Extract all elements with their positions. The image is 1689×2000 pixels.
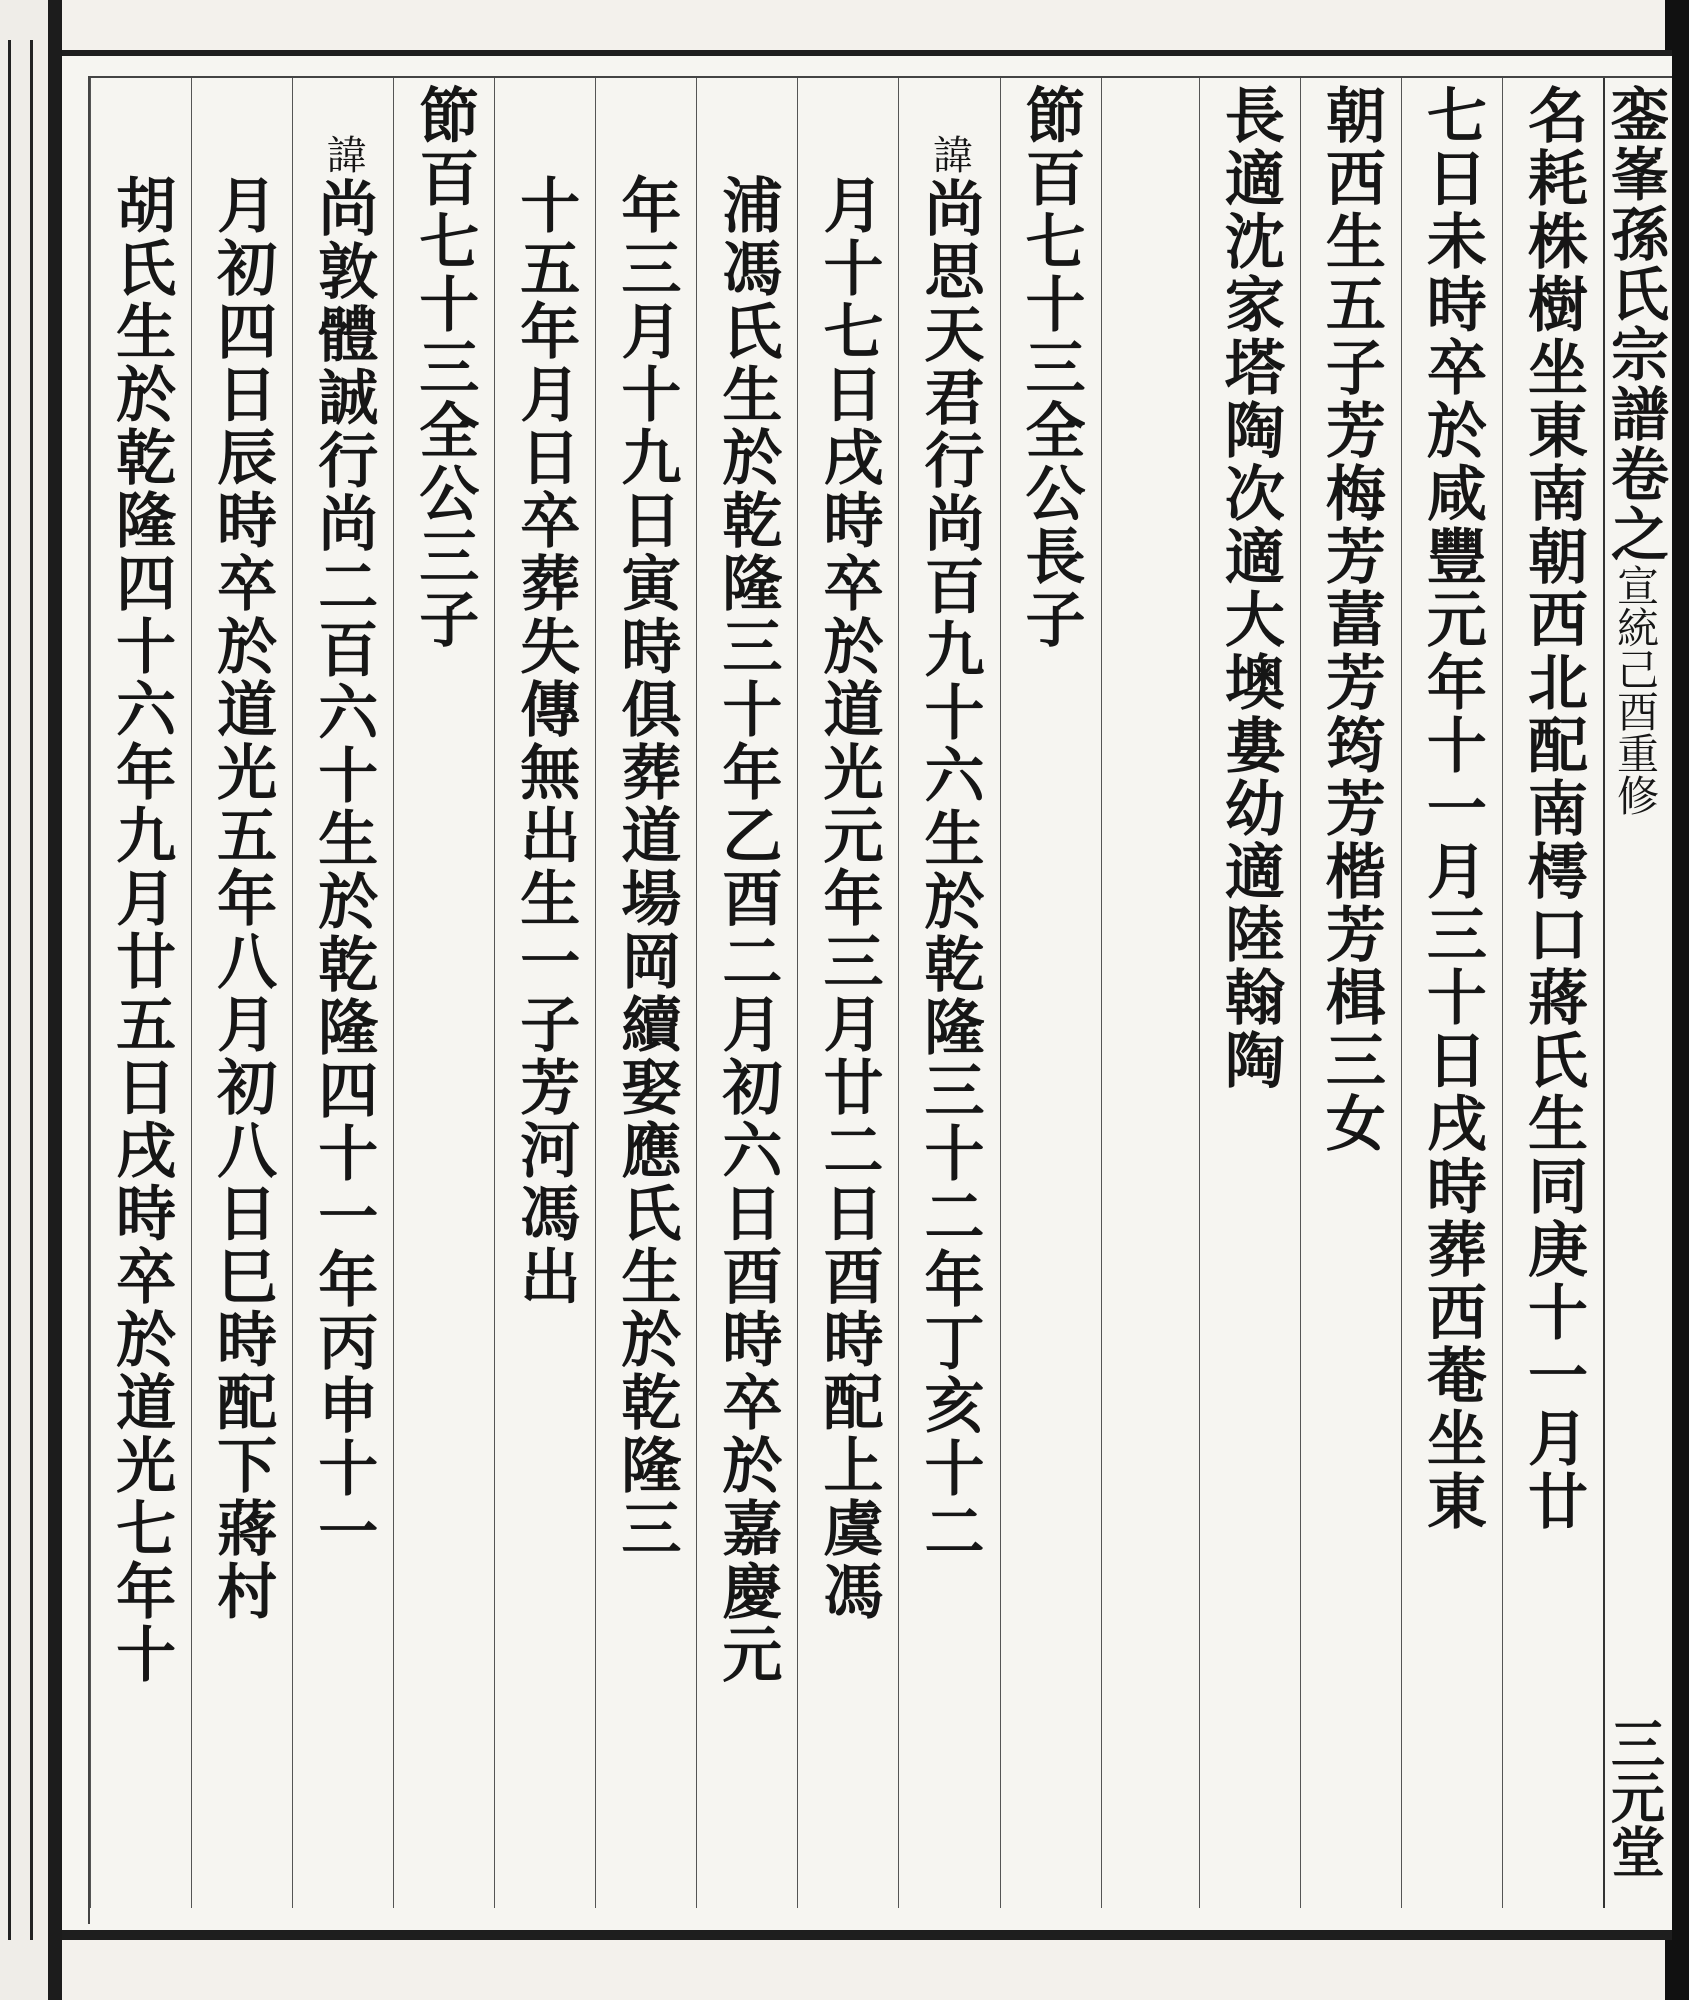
text-column-7 [797, 78, 898, 1908]
blank-column [1101, 78, 1199, 1908]
text-column-10 [494, 78, 595, 1908]
text-column-1 [1502, 78, 1603, 1908]
book-title: 銮峯孫氏宗譜 [1601, 84, 1669, 444]
text-column-14 [90, 78, 191, 1908]
text-column-11 [393, 78, 494, 1908]
column-text: 名耗株樹坐東南朝西北配南樗口蔣氏生同庚十一月廿 [1517, 84, 1588, 1533]
text-column-13 [191, 78, 292, 1908]
book-binding-edge [48, 0, 62, 2000]
text-column-4 [1199, 78, 1300, 1908]
edition-label: 宣統己酉重修 [1611, 564, 1660, 816]
hui-marker: 諱 [320, 134, 367, 177]
column-text: 十五年月日卒葬失傳無出生一子芳河馮出 [510, 174, 581, 1308]
column-text: 月十七日戌時卒於道光元年三月廿二日酉時配上虞馮 [813, 174, 884, 1623]
text-columns [90, 78, 1669, 1908]
column-text: 朝西生五子芳梅芳葍芳筠芳楷芳楫三女 [1315, 84, 1386, 1155]
hui-marker: 諱 [926, 134, 973, 177]
text-column-12 [292, 78, 393, 1908]
column-text: 月初四日辰時卒於道光五年八月初八日巳時配下蔣村 [207, 174, 278, 1623]
column-text: 年三月十九日寅時俱葬道場岡續娶應氏生於乾隆三 [611, 174, 682, 1560]
text-column-2 [1401, 78, 1502, 1908]
text-column-6 [898, 78, 999, 1908]
column-text: 長適沈家塔陶次適大墺婁幼適陸翰陶 [1214, 84, 1285, 1092]
left-rule [30, 40, 33, 1940]
text-column-8 [696, 78, 797, 1908]
volume-label: 卷之 [1601, 444, 1669, 564]
column-text: 尚思天君行尚百九十六生於乾隆三十二年丁亥十二 [914, 177, 985, 1563]
text-column-9 [595, 78, 696, 1908]
header-column [1601, 78, 1669, 1908]
section-heading: 節百七十三全公長子 [1015, 84, 1086, 651]
text-column-5 [1000, 78, 1101, 1908]
left-rule [8, 40, 11, 1940]
column-text: 尚敦體誠行尚二百六十生於乾隆四十一年丙申十一 [308, 177, 379, 1563]
text-column-3 [1300, 78, 1401, 1908]
previous-page-edge [0, 0, 51, 2000]
column-text: 胡氏生於乾隆四十六年九月廿五日戌時卒於道光七年十 [106, 174, 177, 1686]
section-heading: 節百七十三全公三子 [409, 84, 480, 651]
column-text: 七日未時卒於咸豐元年十一月三十日戌時葬西菴坐東 [1416, 84, 1487, 1533]
column-text: 浦馮氏生於乾隆三十年乙酉二月初六日酉時卒於嘉慶元 [712, 174, 783, 1686]
hall-name: 三元堂 [1602, 1716, 1667, 1878]
